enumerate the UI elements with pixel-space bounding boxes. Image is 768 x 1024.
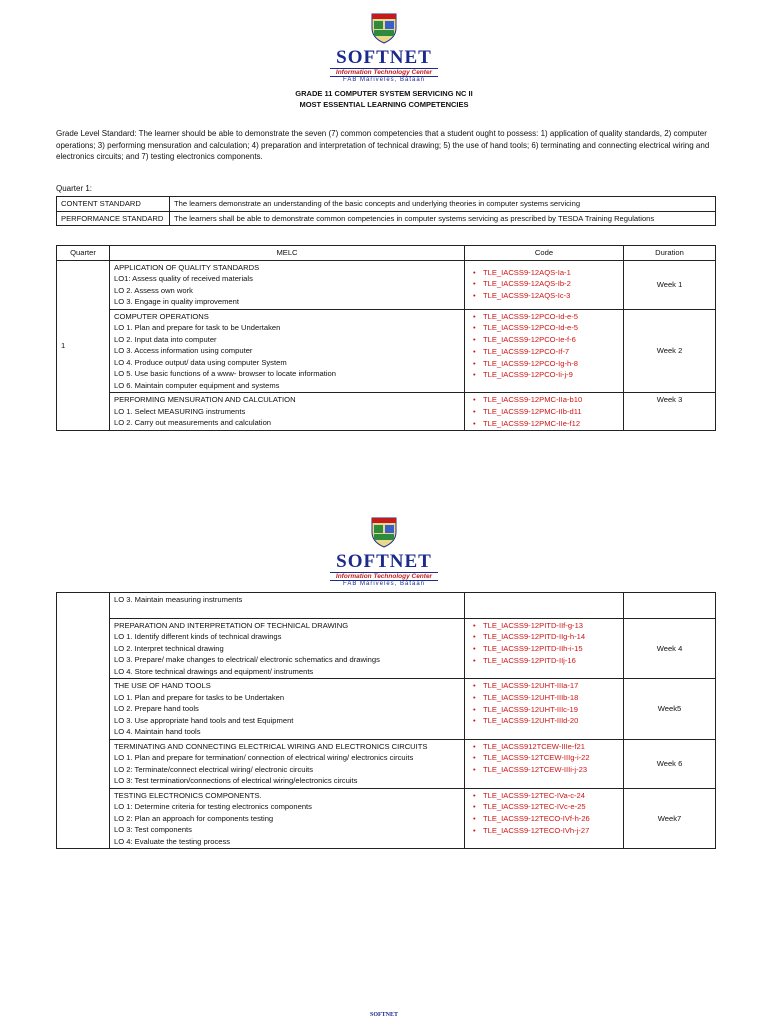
code-item: • TLE_IACSS9-12UHT-IIId-20 (483, 715, 619, 727)
melc-lo: LO 4: Evaluate the testing process (114, 836, 231, 846)
duration-cell-empty (624, 593, 716, 619)
code-item: • TLE_IACSS9-12TCEW-IIIi-j-23 (483, 764, 619, 776)
code-item: • TLE_IACSS9-12PCO-Id-e-5 (483, 311, 619, 323)
melc-lo: LO 3. Use appropriate hand tools and test Equipment (114, 715, 294, 725)
code-item: • TLE_IACSS9-12PCO-If-7 (483, 346, 619, 358)
code-cell (465, 393, 624, 431)
code-item: • TLE_IACSS912TCEW-IIIe-f21 (483, 741, 619, 753)
code-item: • TLE_IACSS9-12PITD-IIf-g-13 (483, 620, 619, 632)
table-row (57, 593, 716, 619)
header-logo (0, 10, 768, 84)
code-cell (465, 260, 624, 309)
duration-cell: Week5 (624, 679, 716, 740)
melc-lo: LO 2. Input data into computer (114, 334, 217, 344)
code-item: • TLE_IACSS9-12AQS-Ia-1 (483, 267, 619, 279)
melc-heading: COMPUTER OPERATIONS (114, 311, 209, 321)
melc-cell (110, 788, 465, 849)
header-logo-page2 (0, 514, 768, 588)
table-row (57, 739, 716, 788)
duration-cell: Week7 (624, 788, 716, 849)
header-duration: Duration (624, 246, 716, 261)
brand-subtitle: Information Technology Center (330, 572, 438, 581)
doc-title-1: GRADE 11 COMPUTER SYSTEM SERVICING NC II (295, 89, 473, 98)
table-row (57, 260, 716, 309)
melc-lo: LO 2. Prepare hand tools (114, 704, 199, 713)
melc-cell (110, 393, 465, 431)
melc-lo: LO 2. Assess own work (114, 285, 193, 295)
quarter-cell-empty (57, 593, 110, 849)
melc-lo: LO 3. Access information using computer (114, 346, 253, 355)
doc-title-2: MOST ESSENTIAL LEARNING COMPETENCIES (299, 100, 469, 109)
code-item: • TLE_IACSS9-12AQS-Ic-3 (483, 290, 619, 302)
melc-cell (110, 309, 465, 393)
code-cell (465, 618, 624, 679)
melc-table-page1 (56, 245, 716, 431)
code-item: • TLE_IACSS9-12TEC-IVa-c-24 (483, 790, 619, 802)
table-row (57, 679, 716, 740)
melc-cell (110, 618, 465, 679)
melc-lo: LO 1: Determine criteria for testing electronics components (114, 802, 312, 811)
quarter-label: Quarter 1: (56, 184, 93, 193)
melc-lo: LO 5. Use basic functions of a www- browser to locate information (114, 369, 337, 378)
header-melc: MELC (110, 246, 465, 261)
melc-lo: LO 1. Plan and prepare for tasks to be Undertaken (114, 692, 285, 702)
code-cell (465, 739, 624, 788)
duration-cell: Week 6 (624, 739, 716, 788)
melc-cell (110, 739, 465, 788)
code-cell (465, 309, 624, 393)
code-item: • TLE_IACSS9-12TCEW-IIIg-i-22 (483, 752, 619, 764)
code-item: • TLE_IACSS9-12PCO-Ii-j-9 (483, 369, 619, 381)
melc-lo: LO 2. Carry out measurements and calculation (114, 418, 272, 427)
melc-lo: LO1: Assess quality of received materials (114, 274, 253, 283)
standards-table (56, 196, 716, 226)
melc-heading: APPLICATION OF QUALITY STANDARDS (114, 262, 260, 272)
code-item: • TLE_IACSS9-12AQS-Ib-2 (483, 278, 619, 290)
melc-lo: LO 6. Maintain computer equipment and systems (114, 380, 280, 390)
melc-lo: LO 3: Test components (114, 825, 192, 834)
code-item: • TLE_IACSS9-12PMC-IIb-d11 (483, 406, 619, 418)
melc-cell (110, 593, 465, 619)
performance-standard-label: PERFORMANCE STANDARD (57, 211, 170, 226)
code-cell (465, 679, 624, 740)
code-item: • TLE_IACSS9-12TEC-IVc-e-25 (483, 801, 619, 813)
code-item: • TLE_IACSS9-12UHT-IIIa-17 (483, 680, 619, 692)
melc-lo: LO 1. Select MEASURING instruments (114, 406, 246, 416)
table-row (57, 618, 716, 679)
code-item: • TLE_IACSS9-12PITD-IIh-i-15 (483, 643, 619, 655)
melc-lo: LO 3. Engage in quality improvement (114, 297, 239, 306)
code-item: • TLE_IACSS9-12PITD-IIg-h-14 (483, 631, 619, 643)
melc-table-page2 (56, 592, 716, 849)
code-item: • TLE_IACSS9-12PITD-IIj-16 (483, 655, 619, 667)
melc-lo: LO 3. Maintain measuring instruments (114, 595, 243, 604)
melc-heading: THE USE OF HAND TOOLS (114, 681, 211, 690)
table-row (57, 309, 716, 393)
code-item: • TLE_IACSS9-12TECO-IVf-h-26 (483, 813, 619, 825)
header-quarter: Quarter (57, 246, 110, 261)
code-item: • TLE_IACSS9-12PCO-Ig-h-8 (483, 358, 619, 370)
code-item: • TLE_IACSS9-12PMC-IIe-f12 (483, 418, 619, 430)
quarter-cell: 1 (57, 260, 110, 431)
duration-cell: Week 4 (624, 618, 716, 679)
grade-level-standard: Grade Level Standard: The learner should be able to demonstrate the seven (7) common competencies that a student ought to possess: 1) application of quality standards, 2) computer operations; 3) performing mensuration and calculation; 4) preparation and interpretation of technical drawing; 5) the use of hand tools; 6) terminating and connecting electrical wiring and electronics circuits; and 7) testing electronics components. (56, 129, 710, 161)
header-code: Code (465, 246, 624, 261)
code-cell (465, 788, 624, 849)
code-item: • TLE_IACSS9-12TECO-IVh-j-27 (483, 825, 619, 837)
code-item: • TLE_IACSS9-12UHT-IIIc-19 (483, 704, 619, 716)
brand-location: FAB Mariveles, Bataan (342, 581, 426, 587)
brand-name: SOFTNET (336, 551, 432, 572)
melc-cell (110, 679, 465, 740)
code-item: • TLE_IACSS9-12PMC-IIa-b10 (483, 394, 619, 406)
melc-lo: LO 2: Plan an approach for components testing (114, 813, 274, 823)
melc-heading: PERFORMING MENSURATION AND CALCULATION (114, 395, 296, 404)
melc-lo: LO 1. Plan and prepare for task to be Undertaken (114, 323, 281, 332)
melc-heading: TESTING ELECTRONICS COMPONENTS. (114, 790, 262, 800)
melc-lo: LO 2. Interpret technical drawing (114, 643, 224, 653)
melc-lo: LO 3: Test termination/connections of electrical wiring/electronics circuits (114, 776, 358, 785)
table-row (57, 393, 716, 431)
content-standard-label: CONTENT STANDARD (57, 197, 170, 212)
crest-icon (369, 10, 399, 44)
melc-lo: LO 4. Maintain hand tools (114, 727, 201, 736)
melc-heading: TERMINATING AND CONNECTING ELECTRICAL WIRING AND ELECTRONICS CIRCUITS (114, 741, 428, 751)
content-standard: The learners demonstrate an understanding of the basic concepts and underlying theories in computer systems servicing (170, 197, 716, 212)
melc-lo: LO 1. Plan and prepare for termination/ connection of electrical wiring/ electronics circuits (114, 753, 414, 762)
melc-lo: LO 1. Identify different kinds of technical drawings (114, 632, 282, 641)
brand-subtitle: Information Technology Center (330, 68, 438, 77)
code-item: • TLE_IACSS9-12PCO-Ie-f-6 (483, 334, 619, 346)
melc-cell (110, 260, 465, 309)
crest-icon (369, 514, 399, 548)
footer-logo-text: SOFTNET (369, 1012, 398, 1018)
duration-cell: Week 2 (624, 309, 716, 393)
code-cell-empty (465, 593, 624, 619)
code-item: • TLE_IACSS9-12UHT-IIIb-18 (483, 692, 619, 704)
duration-cell: Week 1 (624, 260, 716, 309)
code-item: • TLE_IACSS9-12PCO-Id-e-5 (483, 322, 619, 334)
duration-cell: Week 3 (624, 393, 716, 431)
performance-standard: The learners shall be able to demonstrate common competencies in computer systems servicing as prescribed by TESDA Training Regulations (170, 211, 716, 226)
melc-lo: LO 4. Store technical drawings and equipment/ instruments (114, 666, 314, 676)
brand-name: SOFTNET (336, 47, 432, 68)
melc-lo: LO 3. Prepare/ make changes to electrical/ electronic schematics and drawings (114, 655, 380, 664)
melc-heading: PREPARATION AND INTERPRETATION OF TECHNICAL DRAWING (114, 620, 349, 630)
table-row (57, 788, 716, 849)
melc-lo: LO 2: Terminate/connect electrical wiring/ electronic circuits (114, 764, 314, 774)
melc-lo: LO 4. Produce output/ data using computer System (114, 357, 287, 367)
brand-location: FAB Mariveles, Bataan (342, 77, 426, 83)
